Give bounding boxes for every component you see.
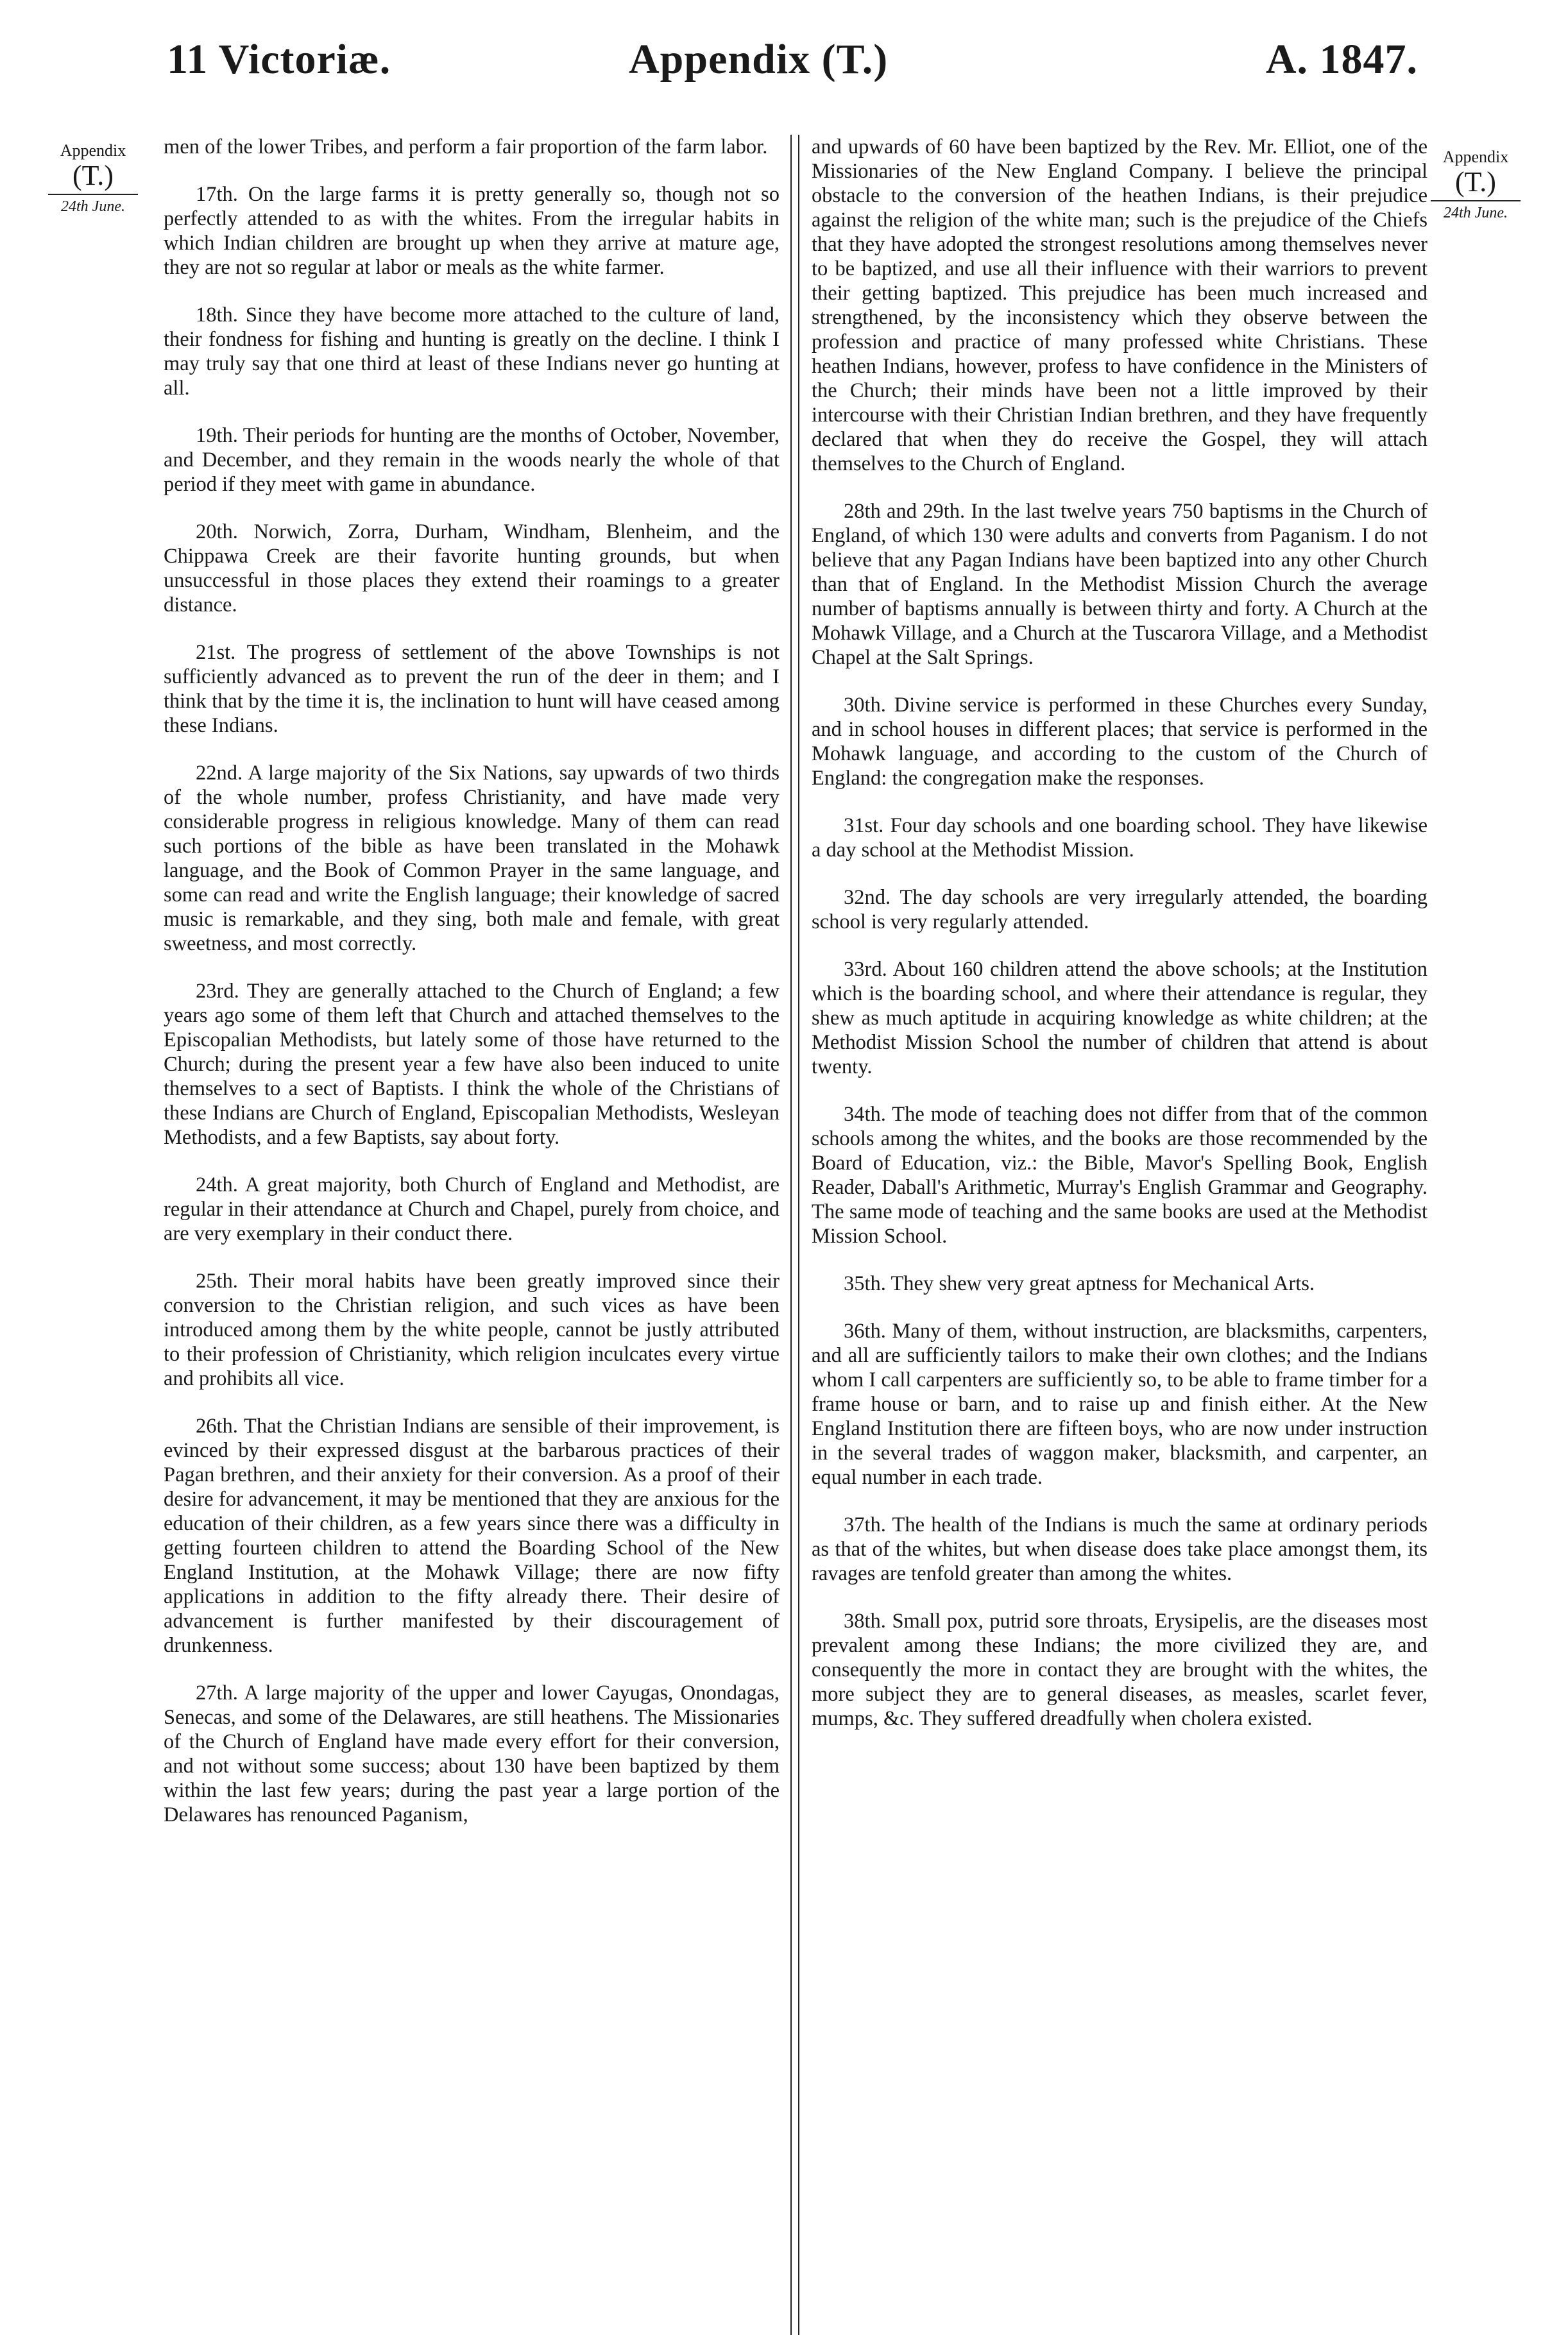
paragraph: 34th. The mode of teaching does not differ from that of the common schools among the whites, and the books are those recommended by the Board of Education, viz.: the Bible, Mavor's Spelling Book, English Reader, Daball's Arithmetic, Murray's English Grammar and Geography. The same mode of teaching and the same books are used at the Methodist Mission School. — [812, 1103, 1427, 1248]
header-session: 11 Victoriæ. — [167, 36, 391, 83]
page-header — [167, 35, 1418, 93]
paragraph: 25th. Their moral habits have been greatly improved since their conversion to the Christian religion, and such vices as have been introduced among them by the white people, cannot be justly attributed to their profession of Christianity, which religion inculcates every virtue and prohibits all vice. — [164, 1270, 780, 1390]
paragraph: 24th. A great majority, both Church of England and Methodist, are regular in their attendance at Church and Chapel, purely from choice, and are very exemplary in their conduct there. — [164, 1173, 780, 1245]
paragraph: 35th. They shew very great aptness for Mechanical Arts. — [844, 1272, 1315, 1295]
paragraph: 32nd. The day schools are very irregularly attended, the boarding school is very regularly attended. — [812, 886, 1427, 933]
left-margin-note — [38, 141, 148, 216]
left-column — [164, 135, 780, 2335]
paragraph: 21st. The progress of settlement of the above Townships is not sufficiently advanced as to prevent the run of the deer in them; and I think that by the time it is, the inclination to hunt will have ceased among these Indians. — [164, 641, 780, 737]
paragraph: 33rd. About 160 children attend the above schools; at the Institution which is the boarding school, and where their attendance is regular, they shew as much aptitude in acquiring knowledge as white children; at the Methodist Mission School the number of children that attend is about twenty. — [812, 958, 1427, 1078]
margin-letter: (T.) — [72, 160, 114, 191]
paragraph: and upwards of 60 have been baptized by the Rev. Mr. Elliot, one of the Missionaries of the New England Company. I believe the principal obstacle to the conversion of the heathen Indians, is their prejudice against the religion of the white man; such is the prejudice of the Chiefs that they have adopted the strongest resolutions among themselves never to be baptized, and use all their influence with their warriors to prevent their getting baptized. This prejudice has been much increased and strengthened, by the inconsistency which they observe between the profession and practice of many professed white Christians. These heathen Indians, however, profess to have confidence in the Ministers of the Church; their minds have been not a little improved by their intercourse with their Christian Indian brethren, and they have frequently declared that when they do receive the Gospel, they will attach themselves to the Church of England. — [812, 135, 1427, 475]
header-appendix: Appendix (T.) — [629, 36, 889, 83]
margin-rule — [1431, 200, 1521, 201]
paragraph: 27th. A large majority of the upper and lower Cayugas, Onondagas, Senecas, and some of the Delawares, are still heathens. The Missionaries of the Church of England have made every effort for their conversion, and not without some success; about 130 have been baptized by them within the last few years; during the past year a large portion of the Delawares has renounced Paganism, — [164, 1681, 780, 1826]
header-year: A. 1847. — [1265, 36, 1418, 83]
paragraph: 36th. Many of them, without instruction, are blacksmiths, carpenters, and all are sufficiently tailors to make their own clothes; and the Indians whom I call carpenters are sufficiently so, to be able to frame timber for a frame house or barn, and to raise up and finish either. At the New England Institution there are fifteen boys, who are now under instruction in the several trades of waggon maker, blacksmith, and carpenter, an equal number in each trade. — [812, 1320, 1427, 1489]
right-margin-note — [1421, 148, 1530, 222]
margin-date: 24th June. — [61, 198, 125, 215]
paragraph: 20th. Norwich, Zorra, Durham, Windham, Blenheim, and the Chippawa Creek are their favorite hunting grounds, but when unsuccessful in those places they extend their roamings to a greater distance. — [164, 520, 780, 617]
margin-label: Appendix — [60, 141, 126, 160]
paragraph: men of the lower Tribes, and perform a fair proportion of the farm labor. — [164, 135, 768, 158]
paragraph: 19th. Their periods for hunting are the months of October, November, and December, and they remain in the woods nearly the whole of that period if they meet with game in abundance. — [164, 424, 780, 496]
margin-date: 24th June. — [1444, 205, 1508, 221]
paragraph: 37th. The health of the Indians is much the same at ordinary periods as that of the whites, but when disease does take place amongst them, its ravages are tenfold greater than among the whites. — [812, 1513, 1427, 1585]
right-column — [812, 135, 1427, 2335]
paragraph: 18th. Since they have become more attached to the culture of land, their fondness for fishing and hunting is greatly on the decline. I think I may truly say that one third at least of these Indians never go hunting at all. — [164, 303, 780, 400]
margin-letter: (T.) — [1455, 166, 1496, 198]
paragraph: 30th. Divine service is performed in these Churches every Sunday, and in school houses in different places; that service is performed in the Mohawk language, and according to the custom of the Church of England: the congregation make the responses. — [812, 693, 1427, 790]
column-divider — [790, 135, 799, 2335]
margin-label: Appendix — [1442, 148, 1509, 166]
margin-rule — [48, 194, 138, 195]
paragraph: 22nd. A large majority of the Six Nations, say upwards of two thirds of the whole number, profess Christianity, and have made very considerable progress in religious knowledge. Many of them can read such portions of the bible as have been translated in the Mohawk language, and the Book of Common Prayer in the same language, and some can read and write the English language; their knowledge of sacred music is remarkable, and they sing, both male and female, with great sweetness, and most correctly. — [164, 761, 780, 955]
paragraph: 28th and 29th. In the last twelve years 750 baptisms in the Church of England, of which 130 were adults and converts from Paganism. I do not believe that any Pagan Indians have been baptized into any other Church than that of England. In the Methodist Mission Church the average number of baptisms annually is between thirty and forty. A Church at the Mohawk Village, and a Church at the Tuscarora Village, and a Methodist Chapel at the Salt Springs. — [812, 500, 1427, 669]
paragraph: 17th. On the large farms it is pretty generally so, though not so perfectly attended to as with the whites. From the irregular habits in which Indian children are brought up when they arrive at mature age, they are not so regular at labor or meals as the white farmer. — [164, 183, 780, 279]
paragraph: 26th. That the Christian Indians are sensible of their improvement, is evinced by their expressed disgust at the barbarous practices of their Pagan brethren, and their anxiety for their conversion. As a proof of their desire for advancement, it may be mentioned that they are anxious for the education of their children, as a few years since there was a difficulty in getting fourteen children to attend the Boarding School of the New England Institution, at the Mohawk Village; there are now fifty applications in addition to the fifty already there. Their desire of advancement is further manifested by their discouragement of drunkenness. — [164, 1415, 780, 1657]
paragraph: 38th. Small pox, putrid sore throats, Erysipelis, are the diseases most prevalent among these Indians; the more civilized they are, and consequently the more in contact they are brought with the whites, the more subject they are to general diseases, as measles, scarlet fever, mumps, &c. They suffered dreadfully when cholera existed. — [812, 1610, 1427, 1730]
paragraph: 23rd. They are generally attached to the Church of England; a few years ago some of them left that Church and attached themselves to the Episcopalian Methodists, but lately some of those have returned to the Church; during the present year a few have also been induced to unite themselves to a sect of Baptists. I think the whole of the Christians of these Indians are Church of England, Episcopalian Methodists, Wesleyan Methodists, and a few Baptists, say about forty. — [164, 980, 780, 1149]
paragraph: 31st. Four day schools and one boarding school. They have likewise a day school at the Methodist Mission. — [812, 814, 1427, 862]
